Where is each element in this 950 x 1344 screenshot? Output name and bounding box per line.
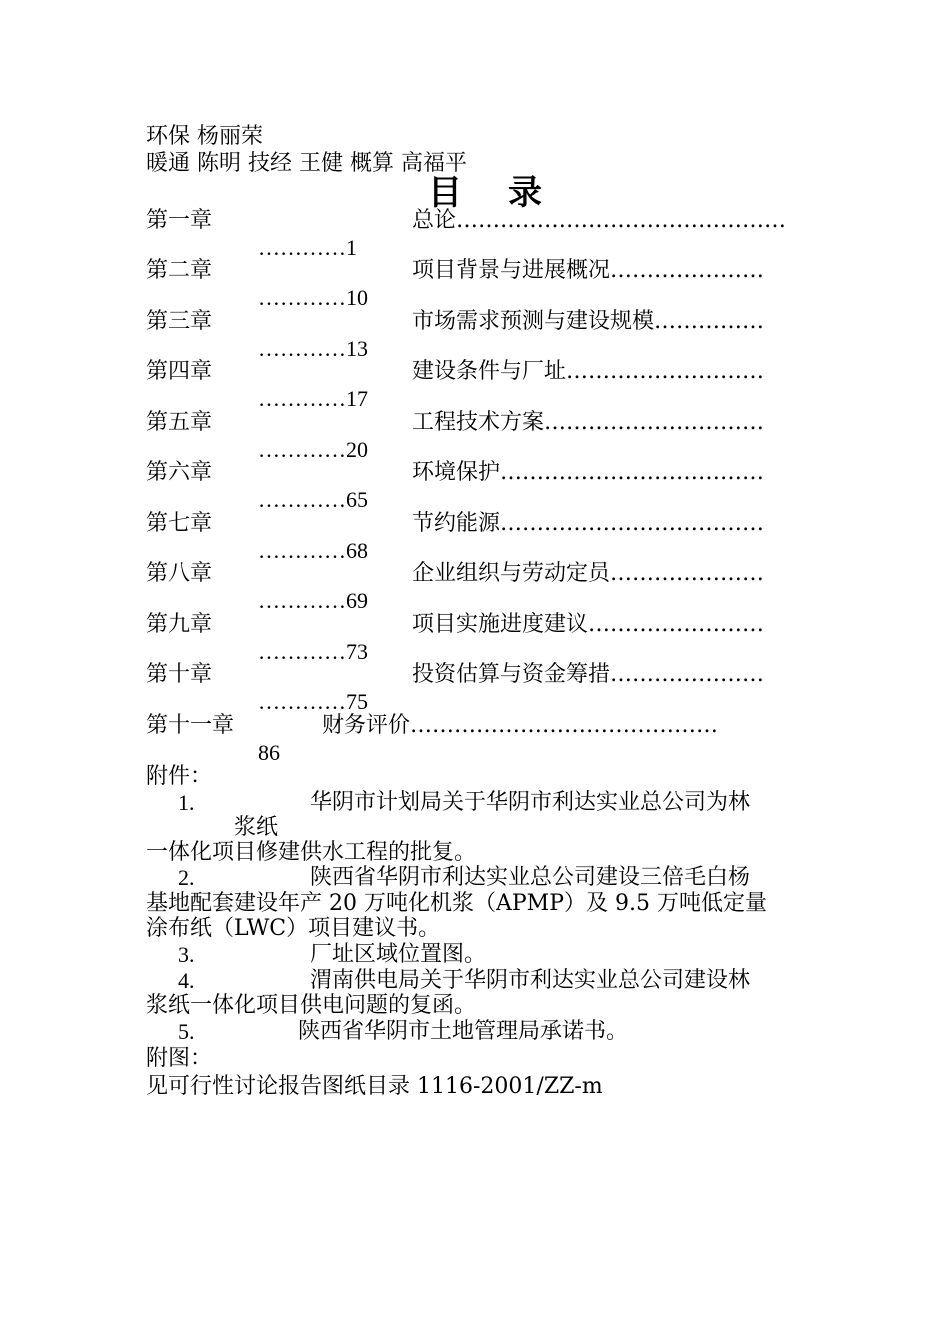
attachment-text: 华阴市计划局关于华阴市利达实业总公司为林 xyxy=(310,790,751,815)
toc-page: …………69 xyxy=(258,588,368,613)
drawings-heading: 附图： xyxy=(146,1046,213,1071)
toc-chapter: 第七章 xyxy=(146,511,213,536)
attachment-text: 陕西省华阴市利达实业总公司建设三倍毛白杨 xyxy=(310,865,751,890)
attachment-number: 4. xyxy=(178,968,195,993)
toc-chapter: 第八章 xyxy=(146,561,213,586)
attachments-heading: 附件： xyxy=(146,764,213,789)
toc-page: …………10 xyxy=(258,285,368,310)
attachment-number: 5. xyxy=(178,1019,195,1044)
toc-chapter: 第一章 xyxy=(146,208,213,233)
toc-name: 企业组织与劳动定员………………… xyxy=(412,561,765,586)
toc-name: 工程技术方案………………………… xyxy=(412,410,765,435)
attachment-text: 涂布纸（LWC）项目建议书。 xyxy=(146,916,441,941)
attachment-number: 2. xyxy=(178,865,195,890)
staff-line-1: 环保 杨丽荣 xyxy=(146,124,263,149)
attachment-text: 浆纸 xyxy=(234,815,279,840)
attachment-text: 浆纸一体化项目供电问题的复函。 xyxy=(146,993,477,1018)
toc-page: …………65 xyxy=(258,487,368,512)
toc-page: …………68 xyxy=(258,538,368,563)
toc-page: …………75 xyxy=(258,689,368,714)
toc-name: 投资估算与资金筹措………………… xyxy=(412,662,765,687)
toc-name: 项目实施进度建议…………………… xyxy=(412,612,765,637)
drawings-text: 见可行性讨论报告图纸目录 1116-2001/ZZ-m xyxy=(146,1074,603,1099)
title-char-1: 目 xyxy=(428,173,464,213)
toc-name: 环境保护……………………………… xyxy=(412,460,765,485)
toc-name: 项目背景与进展概况………………… xyxy=(412,258,765,283)
attachment-text: 渭南供电局关于华阴市利达实业总公司建设林 xyxy=(310,968,751,993)
title-char-2: 录 xyxy=(508,173,544,213)
attachment-number: 1. xyxy=(178,790,195,815)
toc-chapter: 第三章 xyxy=(146,309,213,334)
staff-line-2: 暖通 陈明 技经 王健 概算 高福平 xyxy=(146,151,467,176)
toc-page: …………1 xyxy=(258,235,357,260)
attachment-text: 基地配套建设年产 20 万吨化机浆（APMP）及 9.5 万吨低定量 xyxy=(146,891,767,916)
page-title xyxy=(428,174,544,212)
toc-chapter: 第九章 xyxy=(146,612,213,637)
toc-chapter: 第十章 xyxy=(146,662,213,687)
toc-page: …………17 xyxy=(258,386,368,411)
toc-page: 86 xyxy=(258,740,280,765)
toc-name: 财务评价…………………………………… xyxy=(322,713,719,738)
toc-name: 建设条件与厂址……………………… xyxy=(412,359,765,384)
attachment-text: 一体化项目修建供水工程的批复。 xyxy=(146,840,477,865)
attachment-number: 3. xyxy=(178,942,195,967)
attachment-text: 陕西省华阴市土地管理局承诺书。 xyxy=(298,1019,629,1044)
toc-page: …………20 xyxy=(258,437,368,462)
attachment-text: 厂址区域位置图。 xyxy=(310,942,487,967)
toc-page: …………13 xyxy=(258,336,368,361)
toc-chapter: 第十一章 xyxy=(146,713,235,738)
toc-chapter: 第六章 xyxy=(146,460,213,485)
toc-name: 总论……………………………………… xyxy=(412,208,787,233)
toc-page: …………73 xyxy=(258,639,368,664)
toc-name: 市场需求预测与建设规模…………… xyxy=(412,309,765,334)
toc-chapter: 第四章 xyxy=(146,359,213,384)
toc-chapter: 第五章 xyxy=(146,410,213,435)
toc-chapter: 第二章 xyxy=(146,258,213,283)
toc-name: 节约能源……………………………… xyxy=(412,511,765,536)
